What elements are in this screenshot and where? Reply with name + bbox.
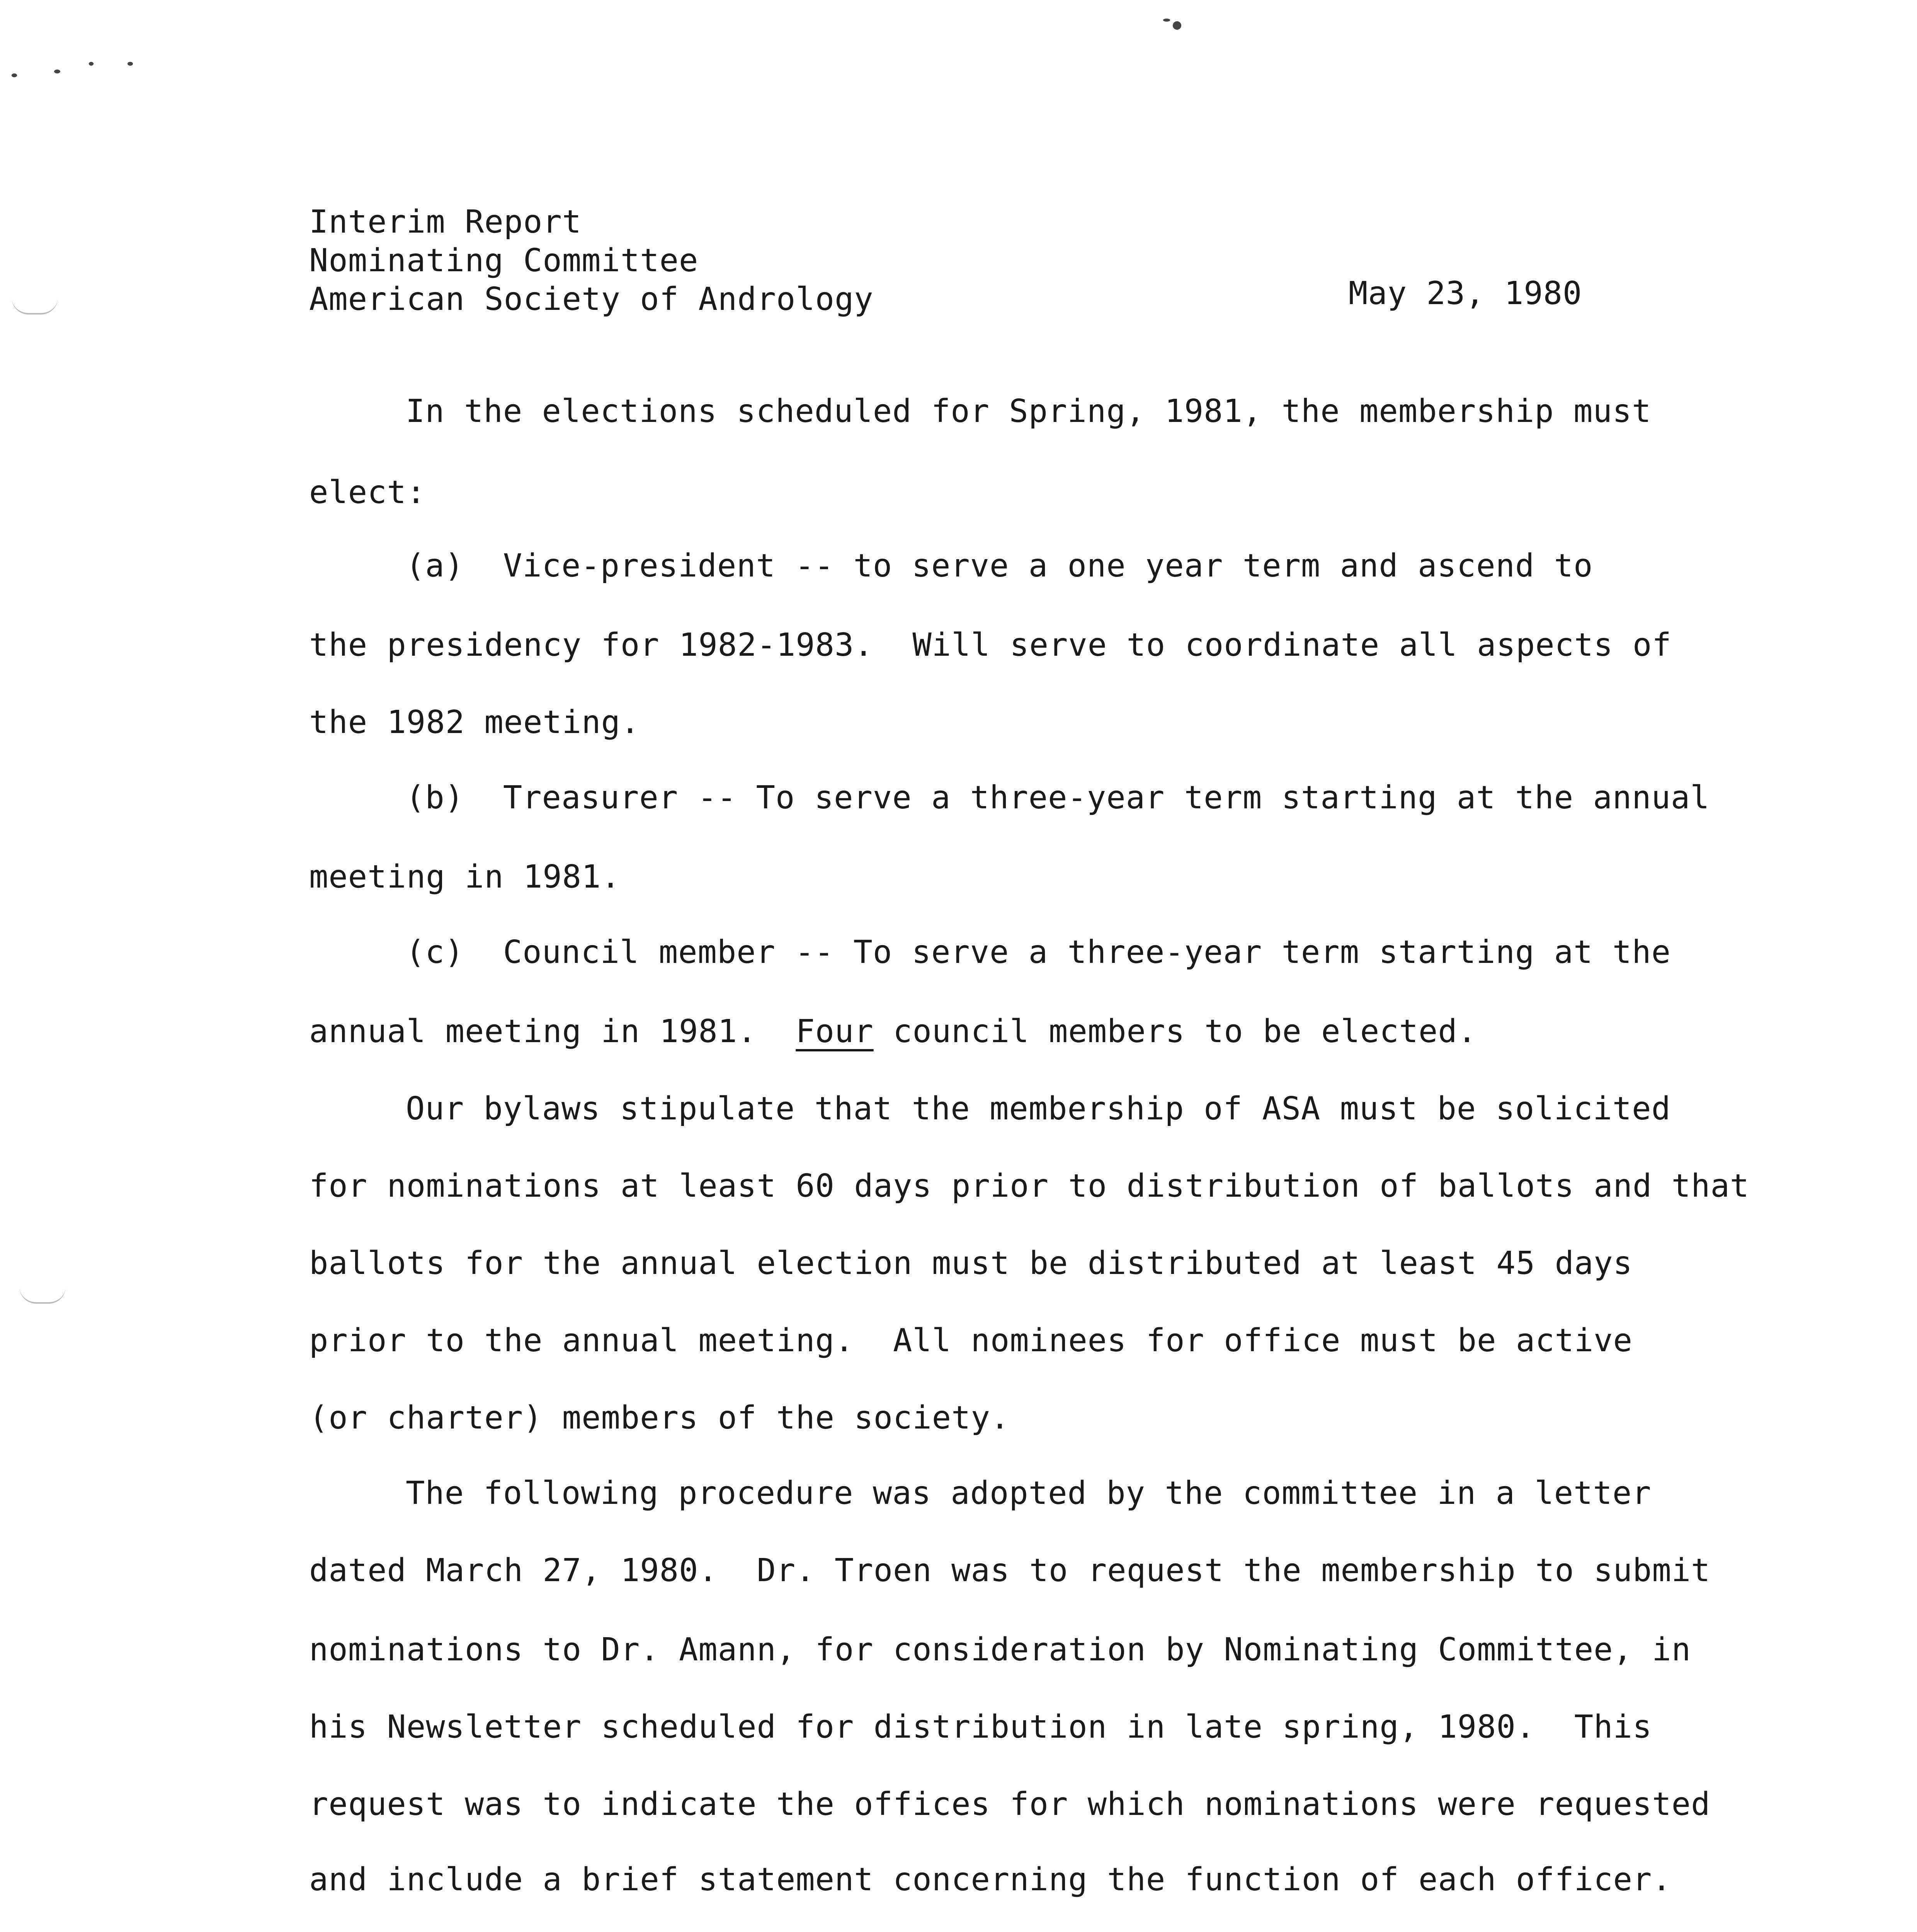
underlined-word: Four	[796, 1013, 874, 1050]
paragraph-line: ballots for the annual election must be distributed at least 45 days	[309, 1245, 1633, 1282]
paragraph-line: nominations to Dr. Amann, for consideration by Nominating Committee, in	[309, 1631, 1691, 1668]
paragraph-line: for nominations at least 60 days prior to distribution of ballots and that	[309, 1168, 1750, 1204]
paragraph-line: In the elections scheduled for Spring, 1981, the membership must	[406, 393, 1652, 430]
paragraph-line: his Newsletter scheduled for distribution in late spring, 1980. This	[309, 1709, 1652, 1745]
scan-speck	[12, 73, 17, 77]
paragraph-line: the 1982 meeting.	[309, 704, 640, 741]
scan-speck	[1163, 19, 1170, 22]
paragraph-line: and include a brief statement concerning the function of each officer.	[309, 1861, 1672, 1898]
header-title: Interim Report	[309, 204, 582, 240]
list-item-b: (b) Treasurer -- To serve a three-year term starting at the annual	[406, 779, 1710, 816]
text-segment: council members to be elected.	[873, 1013, 1477, 1050]
paragraph-line: request was to indicate the offices for which nominations were requested	[309, 1786, 1711, 1823]
header-society: American Society of Andrology	[309, 281, 874, 318]
punch-hole-shadow	[19, 1287, 66, 1304]
list-item-c: (c) Council member -- To serve a three-year term starting at the	[406, 934, 1671, 971]
header-date: May 23, 1980	[1349, 275, 1582, 312]
paragraph-line: dated March 27, 1980. Dr. Troen was to request the membership to submit	[309, 1552, 1711, 1589]
punch-hole-shadow	[12, 298, 58, 315]
paragraph-line: prior to the annual meeting. All nominees for office must be active	[309, 1322, 1633, 1359]
list-item-a: (a) Vice-president -- to serve a one year term and ascend to	[406, 548, 1593, 584]
paragraph-line: elect:	[309, 474, 426, 511]
scan-speck	[54, 70, 60, 73]
scan-speck	[89, 62, 94, 66]
paragraph-line	[309, 1012, 1477, 1051]
paragraph-line: meeting in 1981.	[309, 859, 621, 895]
paragraph-line: (or charter) members of the society.	[309, 1400, 1010, 1436]
scan-speck	[1173, 21, 1181, 30]
scan-speck	[128, 62, 133, 66]
paragraph-line: The following procedure was adopted by the committee in a letter	[406, 1475, 1652, 1512]
paragraph-line: the presidency for 1982-1983. Will serve to coordinate all aspects of	[309, 627, 1672, 663]
paragraph-line: Our bylaws stipulate that the membership of ASA must be solicited	[406, 1090, 1671, 1127]
text-segment: annual meeting in 1981.	[309, 1013, 796, 1050]
header-committee: Nominating Committee	[309, 242, 699, 279]
